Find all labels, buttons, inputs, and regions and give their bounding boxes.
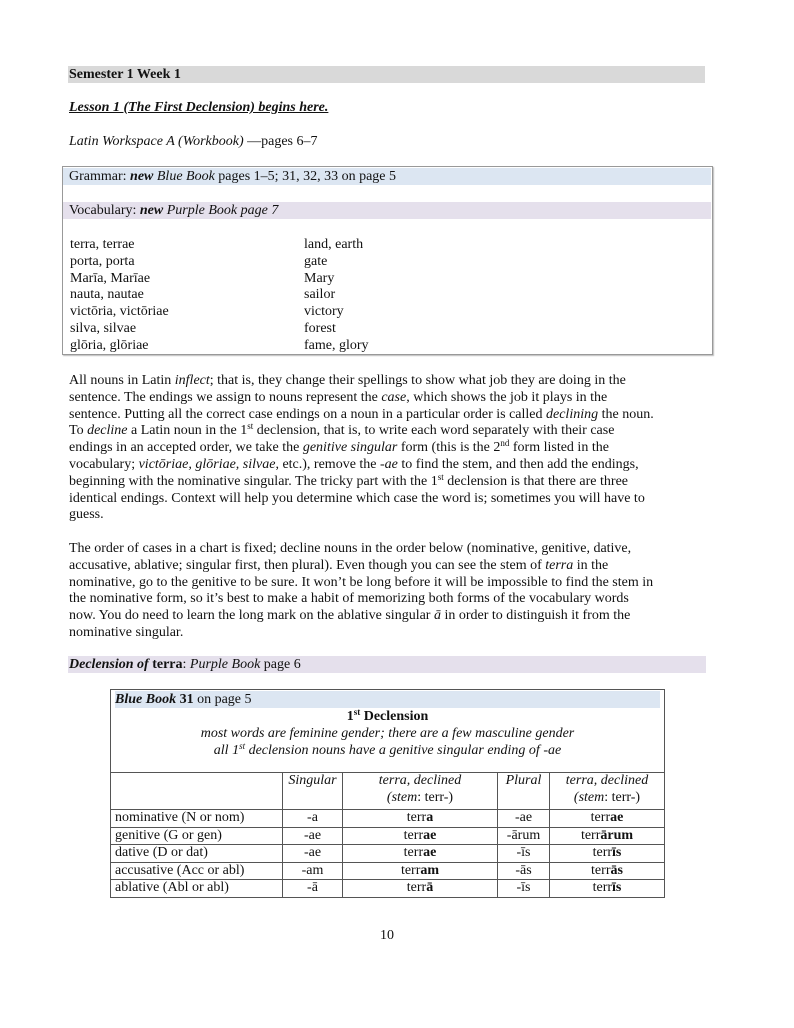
- lesson-heading: Lesson 1 (The First Declension) begins here.: [69, 100, 329, 115]
- text-line: [69, 624, 183, 641]
- text-segment: , etc.), remove the: [275, 457, 381, 472]
- plural-form: [550, 862, 665, 880]
- case-name: ablative (Abl or abl): [111, 880, 283, 898]
- plural-ending: -ārum: [498, 827, 550, 845]
- table-note-genitive: [115, 742, 660, 759]
- text-segment: All nouns in Latin: [69, 373, 175, 388]
- text-line: [69, 557, 608, 574]
- ref-num: 31: [176, 692, 194, 707]
- text-line: [69, 389, 607, 406]
- table-row: [111, 862, 665, 880]
- text-segment: accusative, ablative; singular first, then plural). Even though you can see the stem of: [69, 557, 546, 573]
- text-segment: identical endings. Context will help you determine which case the word is; sometimes you will have to: [69, 490, 645, 506]
- vocab-item: [70, 236, 364, 253]
- ending: ā: [426, 880, 434, 895]
- ending: īs: [612, 845, 622, 860]
- singular-ending: -ā: [283, 880, 343, 898]
- vocab-latin: nauta, nautae: [70, 287, 144, 303]
- plural-form: [550, 880, 665, 898]
- vocab-line: [63, 202, 711, 219]
- declension-table: [110, 689, 665, 898]
- grammar-new: new: [130, 169, 154, 184]
- text-segment: st: [437, 471, 444, 482]
- title-num: 1: [346, 709, 354, 724]
- text-segment: terra: [545, 557, 574, 573]
- ending: ās: [610, 862, 623, 878]
- table-row: [111, 880, 665, 898]
- stem: terr: [406, 810, 427, 825]
- vocab-english: gate: [304, 253, 328, 269]
- text-segment: , which shows the job it plays in the: [406, 389, 608, 405]
- text-segment: nominative singular.: [69, 625, 184, 640]
- table-row: [111, 827, 665, 845]
- text-segment: sentence. Putting all the correct case endings on a noun in a particular order is called: [69, 406, 546, 422]
- workspace-title: Latin Workspace A (Workbook): [69, 134, 244, 149]
- grammar-book: Blue Book: [153, 169, 215, 184]
- text-line: [69, 406, 654, 423]
- singular-form: [343, 880, 498, 898]
- text-segment: genitive singular: [302, 440, 398, 456]
- grammar-label: Grammar:: [69, 169, 131, 184]
- plural-ending: -īs: [498, 880, 550, 898]
- text-line: [69, 607, 630, 624]
- plural-ending: -ās: [498, 862, 550, 880]
- header-plural: Plural: [505, 773, 542, 788]
- singular-ending: -ae: [283, 827, 343, 845]
- stem-label: stem: [578, 789, 605, 805]
- case-name: accusative (Acc or abl): [111, 862, 283, 880]
- text-line: [69, 540, 631, 557]
- note2-a: all 1: [213, 743, 240, 758]
- title-rest: Declension: [360, 709, 429, 724]
- case-name: nominative (N or nom): [111, 810, 283, 828]
- ending: am: [420, 862, 440, 878]
- text-segment: the noun.: [598, 406, 654, 422]
- text-segment: form listed in the: [509, 440, 609, 456]
- vocab-label: Vocabulary:: [69, 203, 140, 218]
- text-segment: beginning with the nominative singular. The tricky part with the 1: [69, 473, 438, 489]
- stem: terr: [590, 810, 611, 825]
- vocab-english: Mary: [304, 270, 335, 286]
- text-line: [69, 490, 645, 507]
- text-segment: decline: [87, 423, 128, 439]
- stem-val: : terr-): [604, 789, 641, 805]
- case-name: dative (D or dat): [111, 845, 283, 863]
- declension-book: Purple Book: [186, 657, 261, 672]
- table-row: [111, 845, 665, 863]
- stem: terr: [403, 845, 424, 860]
- text-segment: now. You do need to learn the long mark on the ablative singular: [69, 608, 434, 624]
- vocab-pages: 7: [267, 203, 279, 218]
- text-segment: the nominative form, so it’s best to make a habit of memorizing both forms of the vocabulary words: [69, 591, 629, 607]
- text-segment: vocabulary;: [69, 457, 139, 472]
- plural-form: [550, 810, 665, 828]
- text-segment: To: [69, 423, 88, 439]
- vocab-new: new: [139, 203, 164, 218]
- text-segment: case: [381, 389, 407, 405]
- declension-page: page 6: [260, 657, 301, 672]
- declension-word: terra: [148, 657, 183, 672]
- header-sg-declined: terra, declined: [378, 773, 462, 788]
- text-segment: ; that is, they change their spellings to show what job they are doing in the: [209, 373, 626, 388]
- ending: a: [426, 810, 434, 825]
- singular-form: [343, 827, 498, 845]
- vocab-english: land, earth: [304, 237, 364, 252]
- text-line: [69, 372, 626, 389]
- note2-sup: st: [239, 741, 246, 751]
- vocab-item: [70, 337, 369, 354]
- page-number: 10: [380, 928, 394, 943]
- vocab-item: [70, 303, 344, 320]
- singular-ending: -a: [283, 810, 343, 828]
- vocab-item: [70, 320, 336, 337]
- header-pl-stem: (stem: terr-): [573, 789, 641, 805]
- text-line: [69, 422, 614, 439]
- ending: ae: [610, 810, 624, 825]
- vocab-english: fame, glory: [304, 337, 369, 353]
- text-segment: in the: [573, 557, 609, 573]
- text-segment: ā: [433, 608, 441, 624]
- vocab-item: [70, 286, 336, 303]
- vocab-book: Purple Book page: [163, 203, 268, 218]
- text-segment: declension, that is, to write each word separately with their case: [253, 423, 615, 439]
- text-line: [69, 590, 629, 607]
- table-title: [115, 708, 660, 725]
- text-segment: endings in an accepted order, we take the: [69, 440, 303, 456]
- vocab-english: forest: [304, 321, 336, 336]
- declension-heading: [68, 656, 706, 673]
- stem: terr: [592, 880, 613, 895]
- plural-form: [550, 845, 665, 863]
- text-line: [69, 456, 639, 473]
- declension-rows: [111, 810, 665, 898]
- text-segment: nominative, go to the genitive to be sure. It won’t be long before it will be impossible to find the stem in: [69, 574, 654, 590]
- text-segment: sentence. The endings we assign to nouns represent the: [69, 389, 382, 405]
- text-segment: st: [247, 421, 254, 432]
- vocab-item: [70, 270, 335, 287]
- ending: ae: [423, 845, 437, 860]
- stem: terr: [403, 827, 424, 843]
- plural-ending: -īs: [498, 845, 550, 863]
- text-segment: victōriae, glōriae, silvae: [138, 457, 276, 472]
- table-note-gender: most words are feminine gender; there are a few masculine gender: [200, 726, 575, 741]
- stem-val: : terr-): [417, 789, 454, 805]
- text-segment: inflect: [174, 373, 210, 388]
- stem: terr: [406, 880, 427, 895]
- note2-b: declension nouns have a genitive singular ending of -ae: [245, 743, 562, 758]
- vocab-latin: silva, silvae: [70, 321, 137, 336]
- vocab-english: sailor: [304, 287, 336, 303]
- grammar-pages: pages 1–5; 31, 32, 33 on page 5: [214, 169, 396, 184]
- text-segment: to find the stem, and then add the endings,: [397, 457, 639, 472]
- text-line: [69, 439, 609, 456]
- stem: terr: [400, 862, 421, 878]
- vocab-english: victory: [304, 304, 344, 320]
- text-segment: declining: [546, 406, 599, 422]
- stem: terr: [580, 827, 601, 843]
- workspace-pages: —pages 6–7: [243, 134, 318, 149]
- singular-form: [343, 845, 498, 863]
- ending: īs: [612, 880, 622, 895]
- text-segment: nd: [500, 438, 510, 449]
- text-line: [69, 506, 104, 523]
- header-pl-declined: terra, declined: [565, 773, 649, 788]
- text-segment: in order to distinguish it from the: [440, 608, 631, 624]
- assignment-box: [62, 166, 713, 355]
- text-segment: -ae: [380, 457, 398, 472]
- text-line: [69, 473, 628, 490]
- ref-book: Blue Book: [115, 692, 177, 707]
- vocab-latin: victōria, victōriae: [70, 304, 169, 320]
- header-singular: Singular: [288, 773, 337, 788]
- ending: ārum: [600, 827, 634, 843]
- plural-ending: -ae: [498, 810, 550, 828]
- colon: :: [182, 657, 187, 672]
- declension-prefix: Declension of: [69, 657, 149, 672]
- table-reference: [115, 691, 660, 708]
- vocab-latin: porta, porta: [70, 253, 135, 269]
- ref-page: on page 5: [193, 692, 252, 707]
- table-header-row: [111, 773, 665, 810]
- text-segment: The order of cases in a chart is fixed; decline nouns in the order below (nominative, genitive, dative,: [69, 541, 632, 556]
- grammar-line: [63, 168, 711, 185]
- stem: terr: [591, 862, 611, 878]
- vocab-latin: Marīa, Marīae: [70, 270, 151, 286]
- title-sup: st: [353, 707, 361, 717]
- table-row: [111, 810, 665, 828]
- singular-ending: -ae: [283, 845, 343, 863]
- vocab-item: [70, 253, 328, 270]
- vocab-latin: glōria, glōriae: [70, 337, 149, 353]
- text-segment: a Latin noun in the 1: [127, 423, 248, 439]
- workspace-line: [69, 133, 318, 150]
- text-segment: declension is that there are three: [443, 473, 628, 489]
- text-segment: guess.: [69, 507, 104, 523]
- stem-label: stem: [391, 789, 418, 805]
- singular-form: [343, 810, 498, 828]
- stem: terr: [592, 845, 613, 860]
- header-sg-stem: (stem: terr-): [386, 789, 454, 805]
- text-segment: form (this is the 2: [397, 440, 501, 456]
- plural-form: [550, 827, 665, 845]
- week-heading: Semester 1 Week 1: [68, 66, 705, 83]
- singular-form: [343, 862, 498, 880]
- vocab-latin: terra, terrae: [70, 237, 135, 252]
- ending: ae: [423, 827, 437, 843]
- singular-ending: -am: [283, 862, 343, 880]
- text-line: [69, 574, 653, 591]
- case-name: genitive (G or gen): [111, 827, 283, 845]
